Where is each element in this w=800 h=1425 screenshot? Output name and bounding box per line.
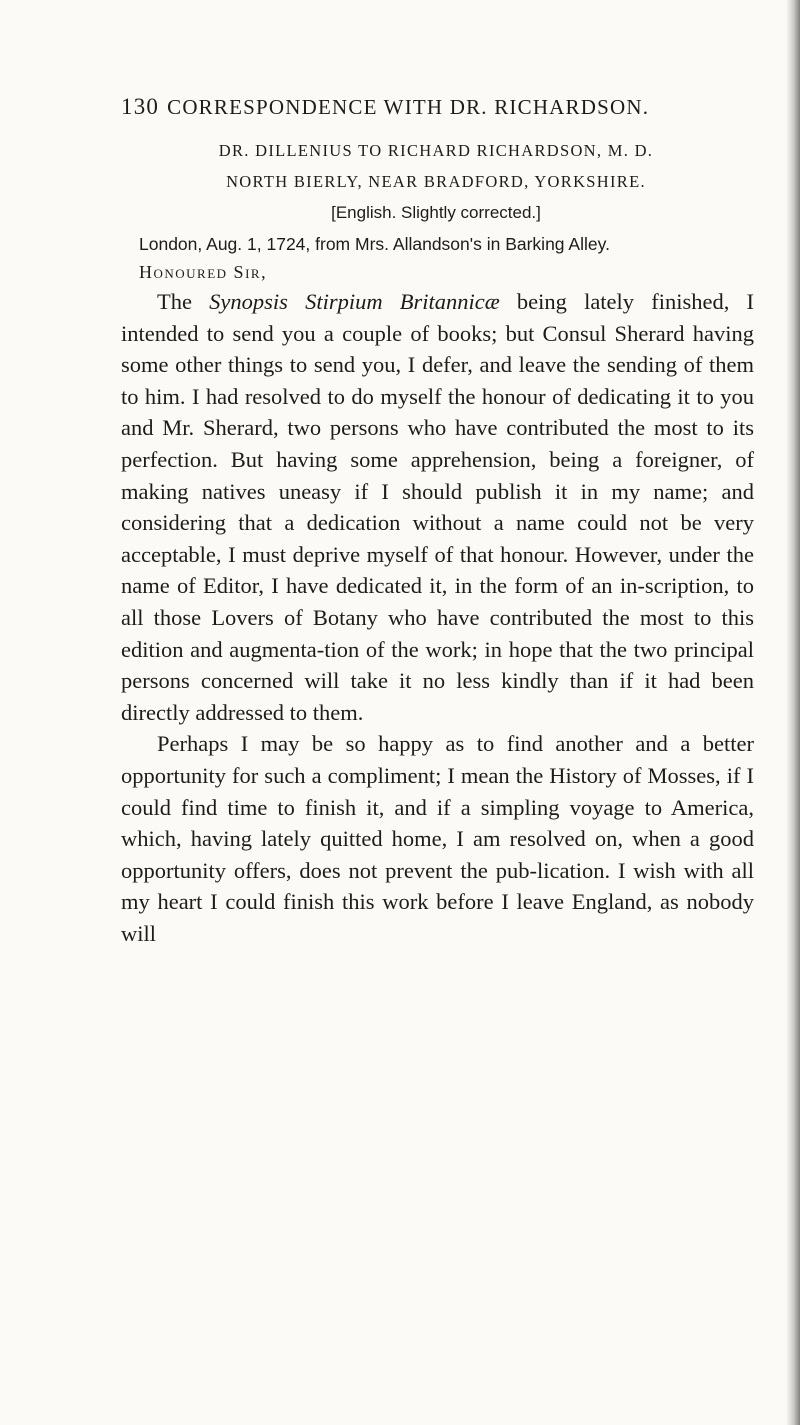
salutation: Honoured Sir, [139, 262, 268, 282]
letter-heading-line2: NORTH BIERLY, NEAR BRADFORD, YORKSHIRE. [226, 172, 646, 191]
editorial-note: [English. Slightly corrected.] [331, 203, 541, 222]
dateline: London, Aug. 1, 1724, from Mrs. Allandson's in Barking Alley. [139, 234, 610, 254]
running-head [121, 94, 649, 120]
paragraph-1-intro: The [157, 289, 210, 314]
letter-heading-line1: DR. DILLENIUS TO RICHARD RICHARDSON, M. D. [218, 141, 654, 160]
paragraph-1-rest: being lately finished, I intended to send you a couple of books; but Consul Sherard having some other things to send you, I defer, and leave the sending of them to him. I had resolved to do myself the honour of dedicating it to you and Mr. Sherard, two persons who have contributed the most to its perfection. But having some apprehension, being a foreigner, of making natives uneasy if I should publish it in my name; and considering that a dedication without a name could not be very acceptable, I must deprive myself of that honour. However, under the name of Editor, I have dedicated it, in the form of an in-scription, to all those Lovers of Botany who have contributed the most to this edition and augmenta-tion of the work; in hope that the two principal persons concerned will take it no less kindly than if it had been directly addressed to them. [121, 289, 754, 725]
page-edge-shadow [786, 0, 800, 1425]
running-head-title: CORRESPONDENCE WITH DR. RICHARDSON. [167, 95, 650, 119]
paragraph-1 [121, 286, 754, 728]
paragraph-2: Perhaps I may be so happy as to find another and a better opportunity for such a compliment; I mean the History of Mosses, if I could find time to finish it, and if a simpling voyage to America, which, having lately quitted home, I am resolved on, when a good opportunity offers, does not prevent the pub-lication. I wish with all my heart I could finish this work before I leave England, as nobody will [121, 731, 754, 946]
page-number: 130 [121, 94, 160, 119]
letter-body [121, 286, 754, 949]
book-title: Synopsis Stirpium Britannicæ [209, 289, 500, 314]
